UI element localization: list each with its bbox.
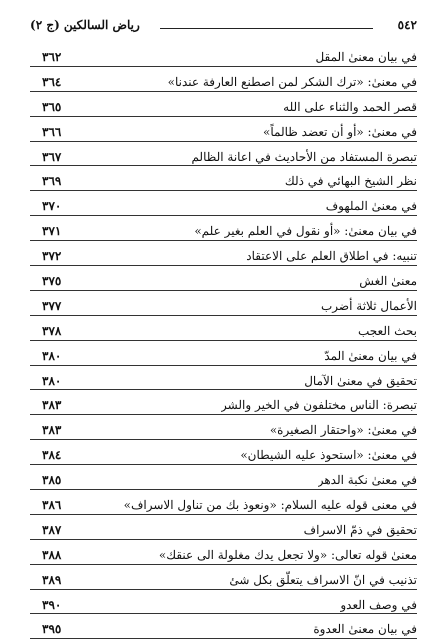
toc-entry-page: ٣٦٧: [42, 149, 62, 164]
toc-entry-title: في معنىٰ: «أو أن تعضد ظالماً»: [263, 124, 417, 139]
toc-entry-page: ٣٨٠: [42, 348, 62, 363]
toc-entry-page: ٣٦٦: [42, 124, 62, 139]
toc-entry: [30, 94, 417, 119]
toc-entry: [30, 193, 417, 218]
toc-entry-underline: [30, 564, 417, 565]
toc-entry-page: ٣٦٢: [42, 50, 62, 64]
toc-entry-page: ٣٦٩: [42, 174, 62, 189]
toc-entry-page: ٣٩٥: [42, 622, 62, 637]
toc-entry-title: نظر الشيخ البهائي في ذلك: [284, 174, 417, 189]
toc-entry-page: ٣٨٥: [42, 473, 62, 488]
toc-entry-page: ٣٨٠: [42, 373, 62, 388]
header-rule: [160, 28, 373, 29]
toc-entry-title: الأعمال ثلاثة أضرب: [321, 298, 417, 313]
toc-entry: [30, 243, 417, 268]
toc-entry-page: ٣٧٢: [42, 249, 62, 264]
toc-entry-underline: [30, 215, 417, 216]
toc-entry: [30, 168, 417, 193]
toc-entry-page: ٣٧٨: [42, 323, 62, 338]
toc-entry: [30, 517, 417, 542]
toc-entry-underline: [30, 414, 417, 415]
toc-entry-title: في بيان معنىٰ العدوة: [313, 622, 417, 637]
book-title: رياض السالكين (ج ٢): [30, 18, 140, 32]
toc-entry: [30, 343, 417, 368]
toc-entry-title: تحقيق في ذمّ الاسراف: [303, 522, 417, 537]
toc-entry-title: في بيان معنىٰ: «أو نقول في العلم بغير علم»: [194, 224, 417, 239]
toc-entry-title: بحث العجب: [358, 323, 417, 338]
toc-entry-underline: [30, 240, 417, 241]
toc-entry: [30, 293, 417, 318]
toc-entry-underline: [30, 116, 417, 117]
toc-entry-page: ٣٨٣: [42, 398, 62, 413]
toc-entry: [30, 417, 417, 442]
toc-entry-underline: [30, 265, 417, 266]
toc-entry-underline: [30, 464, 417, 465]
toc-entry-title: في بيان معنىٰ المدّ: [324, 348, 417, 363]
toc-entry-title: تحقيق في معنىٰ الآمال: [304, 373, 417, 388]
toc-entry-title: في وصف العدو: [340, 597, 417, 612]
toc-entry-title: معنىٰ قوله تعالى: «ولا تجعل يدك مغلولة الى عنقك»: [158, 547, 417, 562]
toc-entry-underline: [30, 165, 417, 166]
toc-entry: [30, 567, 417, 592]
toc-entry: [30, 69, 417, 94]
toc-entry-underline: [30, 340, 417, 341]
toc-entry-title: في معنىٰ: «ترك الشكر لمن اصطنع العارفة عندنا»: [167, 74, 417, 89]
toc-entry-underline: [30, 365, 417, 366]
toc-entry-title: في معنى قوله عليه السلام: «ونعوذ بك من تناول الاسراف»: [123, 498, 417, 513]
toc-entry-title: تنبيه: في اطلاق العلم على الاعتقاد: [246, 249, 417, 264]
toc-entry-underline: [30, 141, 417, 142]
toc-entry-title: تبصرة المستفاد من الأحاديث في اعانة الظالم: [191, 149, 417, 164]
page-header: [30, 16, 417, 38]
toc-entry: [30, 318, 417, 343]
toc-entry-page: ٣٦٤: [42, 74, 62, 89]
toc-entry: [30, 268, 417, 293]
toc-entry: [30, 144, 417, 169]
toc-entry: [30, 44, 417, 69]
toc-entry-page: ٣٨٤: [42, 448, 62, 463]
toc-entry-underline: [30, 514, 417, 515]
toc-entry-underline: [30, 638, 417, 639]
toc-entry-title: تذنيب في انّ الاسراف يتعلّق بكل شئ: [229, 572, 417, 587]
toc-entry-title: في معنىٰ: «استحوذ عليه الشيطان»: [240, 448, 417, 463]
toc-entry-underline: [30, 613, 417, 614]
toc-entry-page: ٣٨٣: [42, 423, 62, 438]
toc-entry: [30, 467, 417, 492]
toc-entry: [30, 442, 417, 467]
toc-entry: [30, 368, 417, 393]
toc-entry-title: في بيان معنىٰ المقل: [315, 50, 417, 64]
toc-entry-underline: [30, 489, 417, 490]
toc-entry: [30, 616, 417, 641]
toc-entry-page: ٣٦٥: [42, 99, 62, 114]
toc-entry: [30, 542, 417, 567]
toc-entry-underline: [30, 315, 417, 316]
toc-entry-page: ٣٨٧: [42, 522, 62, 537]
toc-entry-page: ٣٧٥: [42, 274, 62, 289]
toc-entry-underline: [30, 91, 417, 92]
toc-entry-underline: [30, 290, 417, 291]
table-of-contents: [30, 44, 417, 637]
toc-entry-title: قصر الحمد والثناء على الله: [283, 99, 417, 114]
toc-entry: [30, 119, 417, 144]
toc-entry-page: ٣٩٠: [42, 597, 62, 612]
toc-entry-page: ٣٨٩: [42, 572, 62, 587]
toc-entry: [30, 392, 417, 417]
toc-entry-title: في معنىٰ الملهوف: [325, 199, 417, 214]
toc-entry: [30, 492, 417, 517]
toc-entry-title: في معنىٰ: «واحتقار الصغيرة»: [269, 423, 417, 438]
toc-entry-underline: [30, 190, 417, 191]
toc-entry-underline: [30, 389, 417, 390]
toc-entry: [30, 592, 417, 617]
toc-entry-title: في معنىٰ نكبة الدهر: [317, 473, 417, 488]
toc-entry-underline: [30, 589, 417, 590]
page-number: ٥٤٢: [397, 18, 417, 32]
toc-entry-underline: [30, 439, 417, 440]
toc-entry-page: ٣٧١: [42, 224, 62, 239]
toc-entry-page: ٣٨٦: [42, 498, 62, 513]
toc-entry-title: معنىٰ الغش: [359, 274, 417, 289]
toc-entry-title: تبصرة: الناس مختلفون في الخير والشر: [221, 398, 417, 413]
toc-entry: [30, 218, 417, 243]
toc-entry-page: ٣٨٨: [42, 547, 62, 562]
toc-entry-page: ٣٧٠: [42, 199, 62, 214]
toc-entry-underline: [30, 539, 417, 540]
toc-entry-underline: [30, 66, 417, 67]
toc-entry-page: ٣٧٧: [42, 298, 62, 313]
